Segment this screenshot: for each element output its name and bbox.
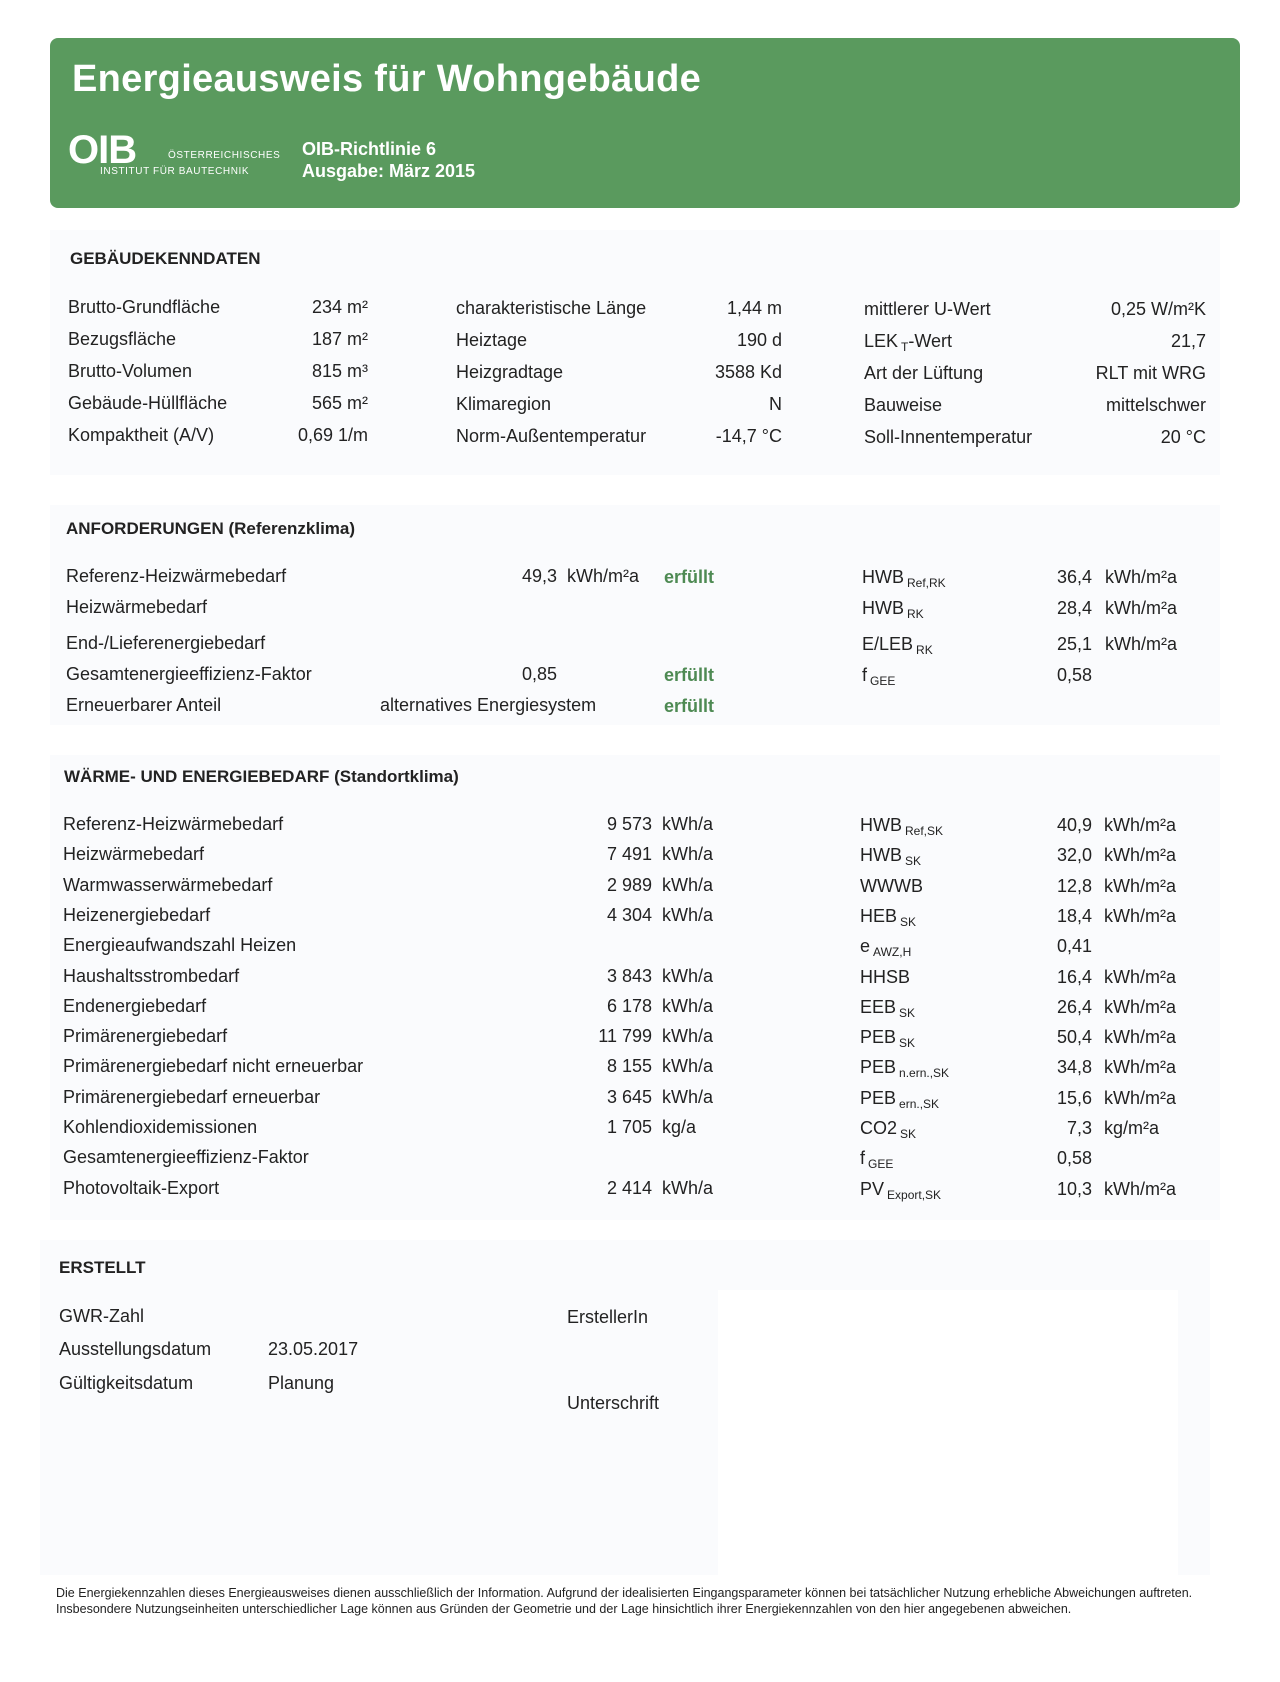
waerme-kunit: kWh/m²a — [1104, 845, 1176, 866]
waerme-indicator-symbol: HWB — [860, 845, 902, 866]
waerme-indicator — [860, 996, 915, 1024]
waerme-kunit: kWh/m²a — [1104, 815, 1176, 835]
waerme-kunit: kWh/m²a — [1104, 996, 1176, 1017]
ersteller-label: ErstellerIn — [567, 1307, 649, 1327]
geb-col2-value: -14,7 °C — [715, 426, 782, 446]
waerme-unit: kWh/a — [662, 1026, 714, 1047]
geb-col1-label: Gebäude-Hüllfläche — [68, 393, 228, 413]
anf-unit: kWh/m²a — [567, 566, 639, 586]
anf-indicator-symbol: f — [862, 665, 868, 685]
disclaimer-text: Die Energiekennzahlen dieses Energieausweises dienen ausschließlich der Information. Aufgrund der idealisierten Eingangsparameter können bei tatsächlicher Nutzung erhebliche Abweichungen auftreten. Insbesondere Nutzungseinheiten unterschiedlicher Lage können aus Gründen der Geometrie und der Lage hinsichtlich ihrer Energiekennzahlen von den hier angegebenen abweichen. — [56, 1586, 1193, 1616]
waerme-unit: kWh/a — [662, 1177, 714, 1198]
document-title: Energieausweis für Wohngebäude — [72, 58, 702, 100]
waerme-indicator — [860, 1056, 949, 1084]
waerme-indicator-symbol: e — [860, 936, 871, 957]
waerme-unit: kWh/a — [662, 995, 714, 1016]
geb-col1-value: 187 m² — [311, 329, 368, 349]
waerme-label: Warmwasserwärmebedarf — [63, 874, 273, 895]
waerme-indicator-symbol: HEB — [860, 905, 898, 926]
anf-label: Heizwärmebedarf — [66, 597, 208, 617]
waerme-kunit: kWh/m²a — [1104, 1087, 1176, 1108]
geb-col1-value: 565 m² — [311, 393, 368, 413]
geb-col3-label — [864, 394, 945, 422]
waerme-unit: kWh/a — [662, 814, 714, 834]
waerme-indicator — [860, 875, 926, 903]
anf-status: erfüllt — [664, 696, 715, 716]
waerme-indicator — [860, 1026, 915, 1054]
ausstellung-label: Ausstellungsdatum — [59, 1339, 212, 1359]
waerme-kunit: kWh/m²a — [1104, 966, 1176, 987]
waerme-kunit: kWh/m²a — [1104, 875, 1176, 896]
waerme-value: 1 705 — [606, 1117, 652, 1137]
waerme-indicator-subscript: SK — [900, 914, 917, 929]
anf-value: alternatives Energiesystem — [380, 695, 597, 715]
waerme-label: Endenergiebedarf — [63, 995, 207, 1016]
geb-col2-value: 1,44 m — [726, 298, 782, 318]
anf-kunit: kWh/m²a — [1105, 598, 1177, 618]
waerme-label: Gesamtenergieeffizienz-Faktor — [63, 1147, 309, 1168]
waerme-indicator-subscript: SK — [905, 854, 922, 869]
waerme-indicator-symbol: f — [860, 1148, 866, 1169]
anf-value: 0,85 — [521, 664, 557, 684]
waerme-unit: kWh/a — [662, 1086, 714, 1107]
anf-indicator-symbol: HWB — [862, 567, 904, 587]
oib-logo-line1: ÖSTERREICHISCHES — [168, 150, 281, 161]
anf-indicator-symbol: E/LEB — [862, 634, 914, 654]
waerme-kval: 16,4 — [1056, 966, 1092, 987]
waerme-indicator-subscript: SK — [900, 1127, 917, 1141]
waerme-label: Primärenergiebedarf — [63, 1026, 228, 1047]
waerme-kval: 40,9 — [1056, 815, 1092, 835]
waerme-unit: kWh/a — [662, 1056, 714, 1077]
waerme-indicator-subscript: SK — [899, 1005, 916, 1020]
anf-indicator — [862, 597, 924, 625]
anf-label: Referenz-Heizwärmebedarf — [66, 566, 287, 586]
waerme-value: 3 843 — [606, 965, 652, 986]
geb-col1-label: Bezugsfläche — [68, 329, 177, 349]
geb-col3-label-sub: T — [901, 340, 909, 354]
geb-col1-value: 0,69 1/m — [297, 425, 368, 445]
waerme-label: Energieaufwandszahl Heizen — [63, 935, 297, 956]
anf-indicator — [862, 566, 946, 594]
waerme-indicator — [860, 905, 916, 933]
geb-col3-value: mittelschwer — [1105, 395, 1206, 415]
waerme-kval: 18,4 — [1056, 905, 1092, 926]
anf-kval: 25,1 — [1057, 634, 1093, 654]
waerme-value: 11 799 — [598, 1026, 652, 1047]
waerme-indicator — [860, 814, 943, 842]
anf-indicator-subscript: RK — [907, 607, 924, 621]
erstellt-title: ERSTELLT — [59, 1258, 146, 1277]
waerme-indicator-symbol: HWB — [860, 815, 902, 835]
waerme-indicator-symbol: PV — [860, 1178, 885, 1199]
gebaeude-title: GEBÄUDEKENNDATEN — [70, 249, 261, 268]
geb-col3-value: RLT mit WRG — [1095, 363, 1206, 383]
anf-label: End-/Lieferenergiebedarf — [66, 633, 266, 653]
waerme-indicator-symbol: WWWB — [860, 875, 923, 896]
guideline-name: OIB-Richtlinie 6 — [302, 139, 437, 159]
waerme-label: Primärenergiebedarf erneuerbar — [63, 1086, 321, 1107]
waerme-indicator-subscript: SK — [899, 1036, 916, 1051]
anf-kunit: kWh/m²a — [1105, 567, 1177, 587]
geb-col3-label-text: LEK — [864, 331, 899, 351]
waerme-indicator — [860, 966, 913, 994]
geb-col3-label — [864, 330, 952, 358]
waerme-indicator-symbol: HHSB — [860, 966, 911, 987]
waerme-label: Kohlendioxidemissionen — [63, 1117, 258, 1137]
anf-indicator-subscript: RK — [916, 643, 933, 657]
waerme-indicator — [860, 1147, 893, 1175]
waerme-kval: 0,58 — [1056, 1148, 1092, 1169]
waerme-kval: 7,3 — [1066, 1118, 1092, 1138]
waerme-kval: 15,6 — [1056, 1087, 1092, 1108]
geb-col3-label — [864, 298, 994, 326]
waerme-value: 2 989 — [606, 874, 652, 895]
waerme-kval: 32,0 — [1056, 845, 1092, 866]
waerme-value: 4 304 — [606, 904, 652, 925]
waerme-value: 6 178 — [606, 995, 652, 1016]
geb-col1-value: 815 m³ — [311, 361, 368, 381]
waerme-kunit: kWh/m²a — [1104, 1178, 1176, 1199]
oib-logo-mark: OIB — [68, 128, 137, 172]
geb-col2-label: Heiztage — [456, 330, 528, 350]
waerme-unit: kg/a — [662, 1117, 697, 1137]
geb-col2-label: Klimaregion — [456, 394, 552, 414]
waerme-unit: kWh/a — [662, 844, 714, 865]
geb-col3-value: 21,7 — [1170, 331, 1206, 351]
waerme-label: Haushaltsstrombedarf — [63, 965, 240, 986]
waerme-value: 2 414 — [606, 1177, 652, 1198]
geb-col2-label: Heizgradtage — [456, 362, 564, 382]
waerme-value: 3 645 — [606, 1086, 652, 1107]
anf-status: erfüllt — [664, 665, 715, 685]
geb-col3-label-text: Art der Lüftung — [864, 363, 984, 383]
waerme-title: WÄRME- UND ENERGIEBEDARF (Standortklima) — [64, 767, 459, 786]
geb-col3-value: 0,25 W/m²K — [1110, 299, 1206, 319]
waerme-value: 8 155 — [606, 1056, 652, 1077]
waerme-indicator-symbol: PEB — [860, 1057, 897, 1078]
anforderungen-title: ANFORDERUNGEN (Referenzklima) — [66, 519, 356, 538]
waerme-indicator-subscript: ern.,SK — [899, 1096, 940, 1111]
geb-col1-label: Kompaktheit (A/V) — [68, 425, 215, 445]
anf-indicator — [862, 633, 933, 661]
guideline-edition: Ausgabe: März 2015 — [302, 161, 476, 181]
geb-col1-value: 234 m² — [311, 297, 368, 317]
waerme-kval: 0,41 — [1056, 936, 1092, 957]
gueltig-label: Gültigkeitsdatum — [59, 1373, 194, 1393]
signature-area — [718, 1290, 1178, 1575]
geb-col3-label-text: Bauweise — [864, 395, 943, 415]
geb-col1-label: Brutto-Grundfläche — [68, 297, 221, 317]
waerme-kunit: kWh/m²a — [1104, 1057, 1176, 1078]
waerme-unit: kWh/a — [662, 874, 714, 895]
waerme-label: Heizwärmebedarf — [63, 844, 205, 865]
anf-kval: 36,4 — [1057, 567, 1093, 587]
waerme-indicator-subscript: n.ern.,SK — [899, 1066, 950, 1081]
geb-col2-label: Norm-Außentemperatur — [456, 426, 647, 446]
waerme-indicator-symbol: PEB — [860, 1087, 897, 1108]
unterschrift-label: Unterschrift — [567, 1393, 660, 1413]
anf-indicator-subscript: Ref,RK — [907, 576, 946, 590]
geb-col3-label-suffix: -Wert — [908, 331, 953, 351]
anf-kval: 0,58 — [1057, 665, 1093, 685]
anf-kunit: kWh/m²a — [1105, 634, 1177, 654]
gwr-label: GWR-Zahl — [59, 1306, 144, 1326]
geb-col2-value: N — [769, 394, 782, 414]
geb-col2-label: charakteristische Länge — [456, 298, 647, 318]
anf-value: 49,3 — [521, 566, 557, 586]
waerme-indicator-subscript: Export,SK — [887, 1187, 942, 1202]
anf-label: Erneuerbarer Anteil — [66, 695, 222, 715]
waerme-indicator-subscript: AWZ,H — [873, 945, 912, 960]
anf-status: erfüllt — [664, 567, 715, 587]
geb-col2-value: 190 d — [736, 330, 782, 350]
anf-indicator — [862, 695, 865, 723]
waerme-label: Referenz-Heizwärmebedarf — [63, 814, 284, 834]
waerme-indicator-symbol: PEB — [860, 1027, 897, 1048]
waerme-kval: 34,8 — [1056, 1057, 1092, 1078]
waerme-kunit: kWh/m²a — [1104, 1027, 1176, 1048]
waerme-indicator — [860, 935, 911, 963]
waerme-indicator-subscript: GEE — [868, 1157, 894, 1172]
anf-indicator-subscript: GEE — [870, 674, 896, 688]
waerme-indicator — [860, 844, 921, 872]
waerme-label: Primärenergiebedarf nicht erneuerbar — [63, 1056, 364, 1077]
waerme-kval: 10,3 — [1056, 1178, 1092, 1199]
guideline-info — [302, 138, 475, 182]
geb-col3-label-text: mittlerer U-Wert — [864, 299, 991, 319]
geb-col3-value: 20 °C — [1160, 427, 1206, 447]
waerme-label: Heizenergiebedarf — [63, 904, 211, 925]
geb-col2-value: 3588 Kd — [714, 362, 782, 382]
waerme-kval: 26,4 — [1056, 996, 1092, 1017]
waerme-kunit: kg/m²a — [1104, 1118, 1160, 1138]
waerme-value: 9 573 — [606, 814, 652, 834]
header-banner — [50, 38, 1240, 208]
waerme-indicator-symbol: EEB — [860, 996, 897, 1017]
anf-indicator-symbol: HWB — [862, 598, 904, 618]
oib-logo-line2: INSTITUT FÜR BAUTECHNIK — [100, 166, 250, 177]
waerme-indicator — [860, 1087, 939, 1115]
geb-col3-label — [864, 362, 986, 390]
waerme-label: Photovoltaik-Export — [63, 1177, 220, 1198]
oib-logo — [68, 128, 281, 186]
anf-label: Gesamtenergieeffizienz-Faktor — [66, 664, 312, 684]
anf-kval: 28,4 — [1057, 598, 1093, 618]
waerme-unit: kWh/a — [662, 904, 714, 925]
ausstellung-value: 23.05.2017 — [268, 1339, 359, 1359]
gueltig-value: Planung — [268, 1373, 335, 1393]
waerme-kunit: kWh/m²a — [1104, 905, 1176, 926]
waerme-unit: kWh/a — [662, 965, 714, 986]
waerme-kval: 50,4 — [1056, 1027, 1092, 1048]
anf-indicator — [862, 664, 895, 692]
geb-col3-label-text: Soll-Innentemperatur — [864, 427, 1033, 447]
waerme-indicator — [860, 1117, 916, 1145]
waerme-indicator — [860, 1178, 941, 1206]
waerme-indicator-symbol: CO2 — [860, 1118, 898, 1138]
waerme-value: 7 491 — [606, 844, 652, 865]
waerme-indicator-subscript: Ref,SK — [905, 824, 944, 838]
waerme-kval: 12,8 — [1056, 875, 1092, 896]
geb-col1-label: Brutto-Volumen — [68, 361, 193, 381]
